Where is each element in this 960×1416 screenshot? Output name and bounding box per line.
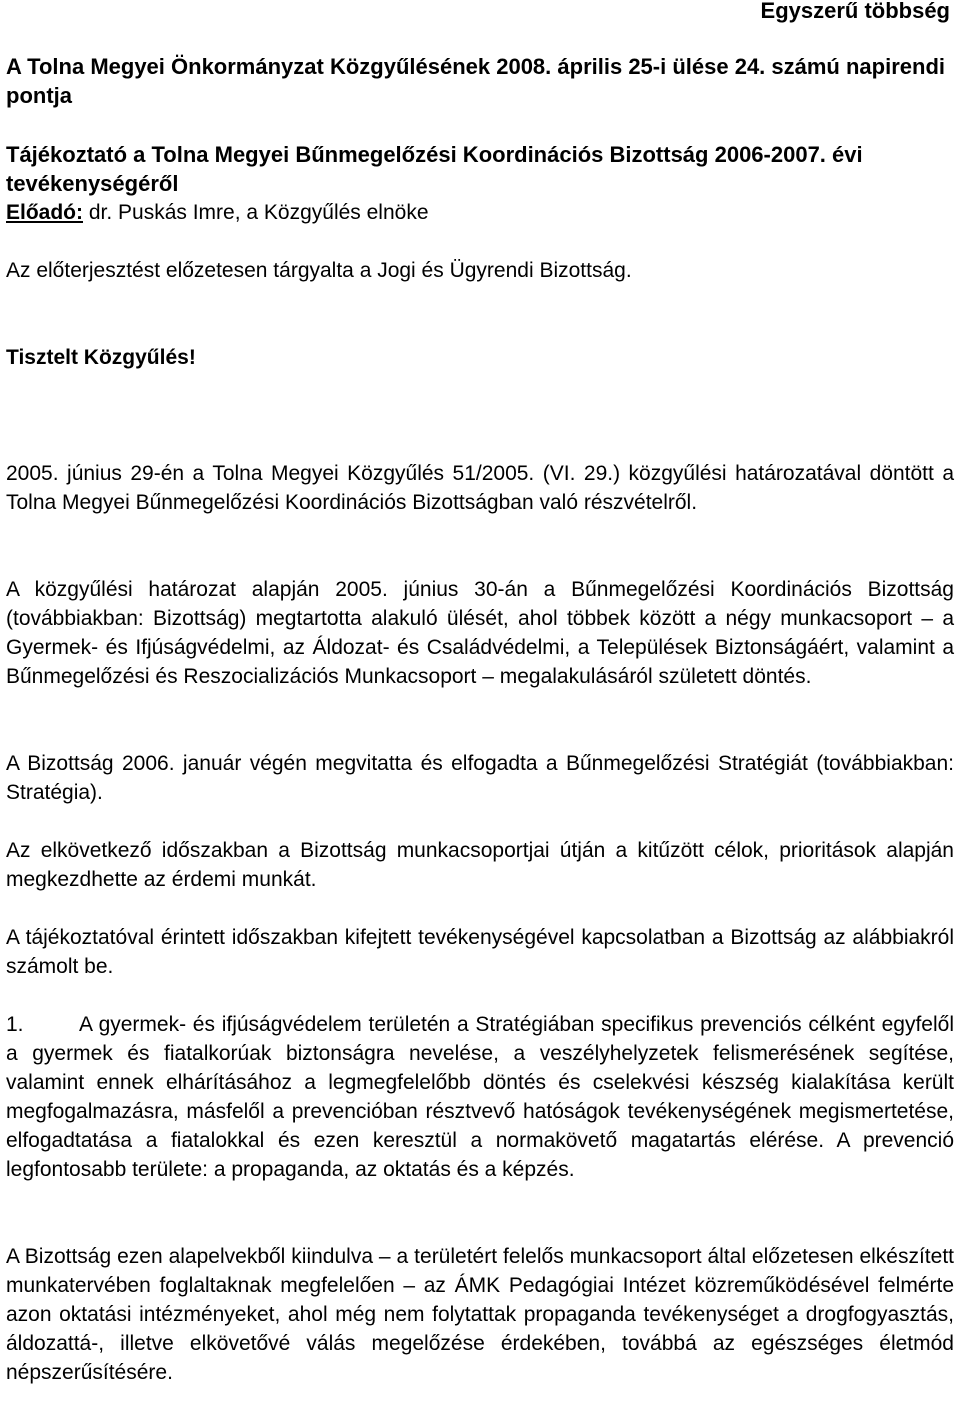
paragraph-2: A közgyűlési határozat alapján 2005. június 30-án a Bűnmegelőzési Koordinációs Bizottság (továbbiakban: Bizottság) megtartotta alakuló ülését, ahol többek között a négy munkacsoport – a Gyermek- és Ifjúságvédelmi, az Áldozat- és Családvédelmi, a Települések Biztonságáért, valamint a Bűnmegelőzési és Reszocializációs Munkacsoport – megalakulásáról született döntés. bbox=[6, 578, 954, 688]
paragraph-6: A Bizottság ezen alapelvekből kiindulva – a területért felelős munkacsoport által előzetesen elkészített munkatervében foglaltaknak megfelelően – az ÁMK Pedagógiai Intézet közreműködésével felmérte azon oktatási intézményeket, ahol még nem folytattak propaganda tevékenységet a drogfogyasztás, áldozattá-, illetve elkövetővé válás megelőzése érdekében, továbbá az egészséges életmód népszerűsítésére. bbox=[6, 1245, 954, 1384]
list-item-number: 1. bbox=[6, 1013, 24, 1036]
subject-title: Tájékoztató a Tolna Megyei Bűnmegelőzési Koordinációs Bizottság 2006-2007. évi tevékenységéről bbox=[6, 142, 863, 196]
prior-review-note: Az előterjesztést előzetesen tárgyalta a Jogi és Ügyrendi Bizottság. bbox=[6, 259, 632, 282]
paragraph-1: 2005. június 29-én a Tolna Megyei Közgyűlés 51/2005. (VI. 29.) közgyűlési határozatával döntött a Tolna Megyei Bűnmegelőzési Koordinációs Bizottságban való részvételről. bbox=[6, 462, 954, 514]
list-item-1 bbox=[6, 1010, 954, 1184]
presenter-line bbox=[6, 198, 954, 227]
presenter-label: Előadó: bbox=[6, 201, 83, 224]
paragraph-3: A Bizottság 2006. január végén megvitatta és elfogadta a Bűnmegelőzési Stratégiát (továbbiakban: Stratégia). bbox=[6, 752, 954, 804]
list-item-text: A gyermek- és ifjúságvédelem területén a Stratégiában specifikus prevenciós célként egyfelől a gyermek és fiatalkorúak biztonságra nevelése, a veszélyhelyzetek felismerésének segítése, valamint ennek elhárításához a legmegfelelőbb döntés és cselekvési készség kialakítása került megfogalmazásra, másfelől a prevencióban résztvevő hatóságok tevékenységének megismertetése, elfogadtatása a fiatalokkal és ezen keresztül a normakövető magatartás elérése. A prevenció legfontosabb területe: a propaganda, az oktatás és a képzés. bbox=[6, 1013, 954, 1181]
paragraph-4: Az elkövetkező időszakban a Bizottság munkacsoportjai útján a kitűzött célok, prioritások alapján megkezdhette az érdemi munkát. bbox=[6, 839, 954, 891]
presenter-name: dr. Puskás Imre, a Közgyűlés elnöke bbox=[83, 201, 429, 224]
salutation: Tisztelt Közgyűlés! bbox=[6, 346, 196, 369]
paragraph-5: A tájékoztatóval érintett időszakban kifejtett tevékenységével kapcsolatban a Bizottság az alábbiakról számolt be. bbox=[6, 926, 954, 978]
agenda-title: A Tolna Megyei Önkormányzat Közgyűlésének 2008. április 25-i ülése 24. számú napirendi pontja bbox=[6, 54, 945, 108]
majority-type-label: Egyszerű többség bbox=[760, 0, 950, 23]
